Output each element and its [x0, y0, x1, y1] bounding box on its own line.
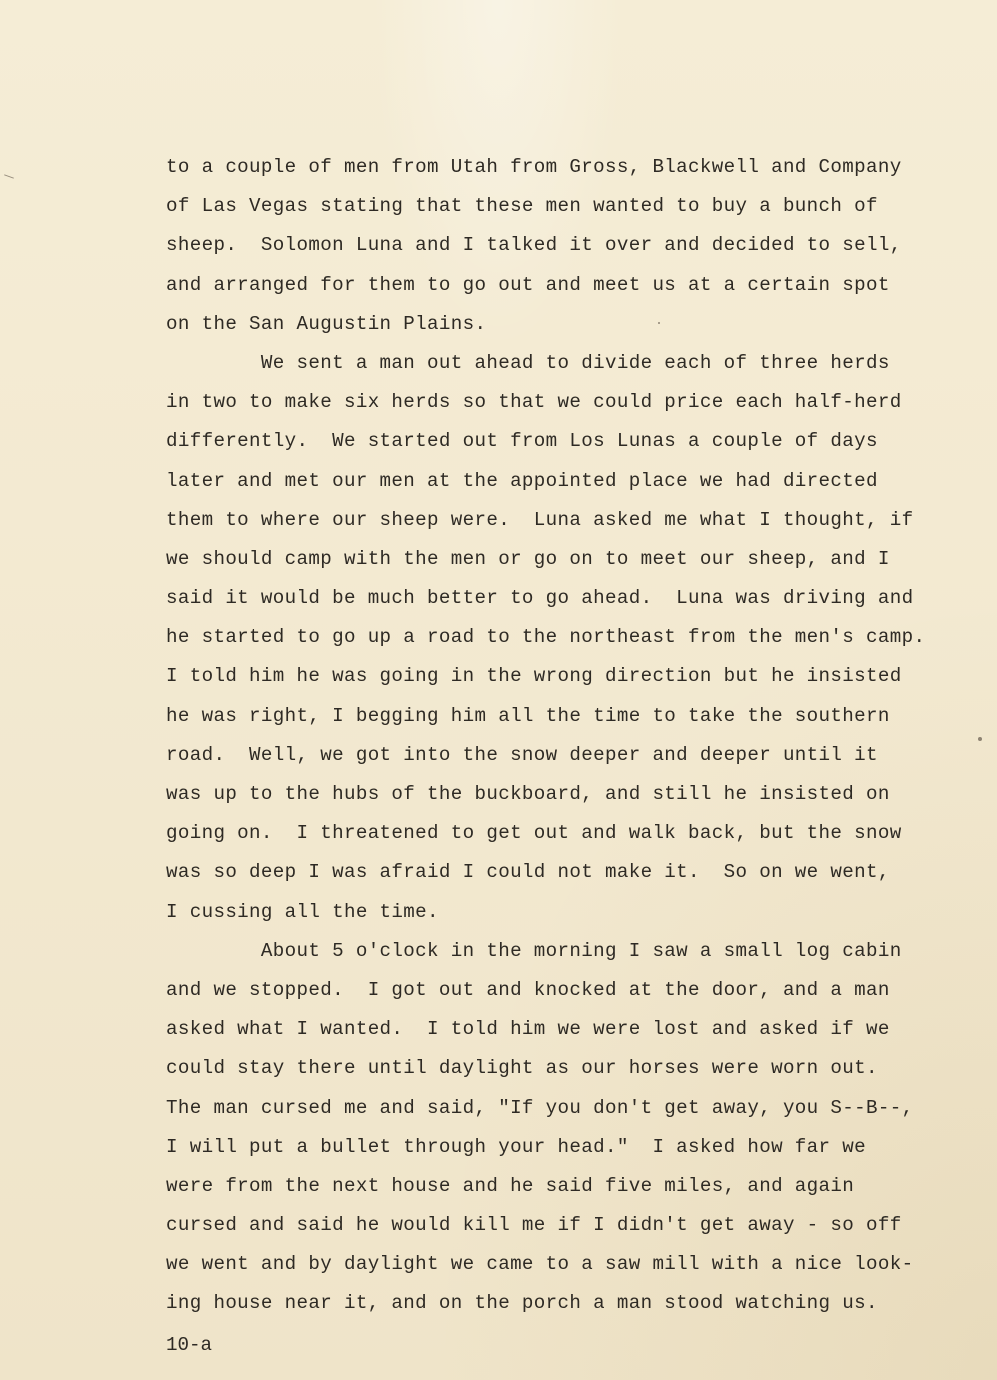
text-line: asked what I wanted. I told him we were lost and asked if we: [166, 1018, 890, 1041]
text-line: I told him he was going in the wrong direction but he insisted: [166, 665, 902, 688]
text-line: cursed and said he would kill me if I didn't get away - so off: [166, 1214, 902, 1237]
text-line: differently. We started out from Los Lunas a couple of days: [166, 430, 878, 453]
text-line: later and met our men at the appointed place we had directed: [166, 469, 878, 492]
text-line: on the San Augustin Plains.: [166, 312, 487, 335]
page-number: 10-a: [166, 1334, 213, 1356]
text-line: he was right, I begging him all the time to take the southern: [166, 704, 890, 727]
text-line: sheep. Solomon Luna and I talked it over and decided to sell,: [166, 234, 902, 257]
text-line: of Las Vegas stating that these men wanted to buy a bunch of: [166, 195, 878, 218]
text-line: was so deep I was afraid I could not make it. So on we went,: [166, 861, 890, 884]
typed-text-body: [166, 153, 926, 1329]
text-line: them to where our sheep were. Luna asked me what I thought, if: [166, 508, 914, 531]
text-line: we should camp with the men or go on to meet our sheep, and I: [166, 547, 890, 570]
text-line: we went and by daylight we came to a saw mill with a nice look-: [166, 1253, 914, 1276]
text-line: were from the next house and he said five miles, and again: [166, 1174, 855, 1197]
text-line: in two to make six herds so that we could price each half-herd: [166, 391, 902, 414]
text-line: ing house near it, and on the porch a man stood watching us.: [166, 1292, 878, 1315]
text-line: could stay there until daylight as our horses were worn out.: [166, 1057, 878, 1080]
text-line: road. Well, we got into the snow deeper and deeper until it: [166, 743, 878, 766]
text-line: and arranged for them to go out and meet us at a certain spot: [166, 273, 890, 296]
paper-speck: [978, 737, 982, 741]
margin-mark: [4, 174, 14, 178]
text-line: I cussing all the time.: [166, 900, 439, 923]
text-line: The man cursed me and said, "If you don't get away, you S--B--,: [166, 1096, 914, 1119]
text-line: to a couple of men from Utah from Gross, Blackwell and Company: [166, 156, 902, 178]
text-line: he started to go up a road to the northeast from the men's camp.: [166, 626, 926, 649]
text-line: and we stopped. I got out and knocked at the door, and a man: [166, 978, 890, 1001]
text-line: going on. I threatened to get out and walk back, but the snow: [166, 822, 902, 845]
text-line: I will put a bullet through your head." I asked how far we: [166, 1135, 866, 1158]
text-line: About 5 o'clock in the morning I saw a small log cabin: [166, 939, 902, 962]
text-line: said it would be much better to go ahead. Luna was driving and: [166, 587, 914, 610]
text-line: was up to the hubs of the buckboard, and still he insisted on: [166, 783, 890, 805]
text-line: We sent a man out ahead to divide each of three herds: [166, 351, 890, 374]
